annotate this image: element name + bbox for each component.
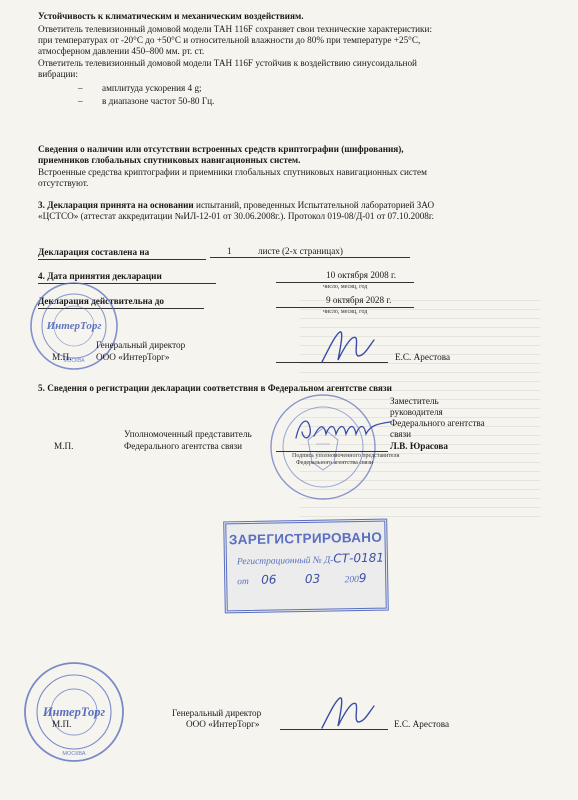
deputy-line-4: связи xyxy=(390,429,412,439)
sig2-title-2: ООО «ИнтерТорг» xyxy=(186,719,260,729)
registration-stamp xyxy=(223,519,389,614)
seal-city-text: МОСКВА xyxy=(62,751,86,757)
sig1-title-1: Генеральный директор xyxy=(96,340,186,350)
climate-p2: при температурах от -20°С до +50°С и относительной влажности до 80% при температуре +25°С, xyxy=(38,35,421,45)
sheets-count: 1 xyxy=(227,246,232,256)
valid-hint: число, месяц, год xyxy=(323,309,368,315)
sig2-title-1: Генеральный директор xyxy=(172,708,262,718)
registration-year-suffix: 9 xyxy=(358,570,367,586)
section3-rest: испытаний, проведенных Испытательной лабораторией ЗАО xyxy=(193,200,435,210)
signature-scribble-2 xyxy=(290,410,400,450)
registration-date-prefix: от xyxy=(237,576,249,588)
rule xyxy=(38,259,206,260)
signature-scribble-1 xyxy=(318,326,378,370)
bullet-dash: – xyxy=(78,96,83,106)
deputy-line-1: Заместитель xyxy=(390,396,439,406)
crypto-p1: Встроенные средства криптографии и приемники глобальных спутниковых навигационных систем xyxy=(38,167,427,177)
crypto-heading-2: приемников глобальных спутниковых навигационных систем. xyxy=(38,155,301,165)
section3-line1 xyxy=(38,200,434,211)
sheets-text: листе (2-х страницах) xyxy=(258,246,343,256)
deputy-line-2: руководителя xyxy=(390,407,443,417)
rule xyxy=(210,257,410,258)
valid-label: Декларация действительна до xyxy=(38,296,165,306)
company-seal-2 xyxy=(22,660,126,764)
date-value: 10 октября 2008 г. xyxy=(326,270,397,280)
registration-year-prefix: 200 xyxy=(344,575,359,586)
signature-line xyxy=(276,451,388,452)
climate-bullet-1: амплитуда ускорения 4 g; xyxy=(102,83,202,93)
section5-heading: 5. Сведения о регистрации декларации соответствия в Федеральном агентстве связи xyxy=(38,383,392,393)
seal-center-text: ИнтерТорг xyxy=(46,320,102,332)
climate-bullet-2: в диапазоне частот 50-80 Гц. xyxy=(102,96,215,106)
rule xyxy=(276,307,414,308)
crypto-p2: отсутствуют. xyxy=(38,178,89,188)
climate-p3: атмосферном давлении 450–800 мм. рт. ст. xyxy=(38,46,205,56)
registration-date-row xyxy=(237,571,385,588)
date-hint: число, месяц, год xyxy=(323,284,368,290)
sig1-mp: М.П. xyxy=(52,352,72,362)
section3-line2: «ЦСТСО» (аттестат аккредитации №ИЛ-12-01 от 30.06.2008г.). Протокол 019-08/Д-01 от 07.10.2008г. xyxy=(38,211,434,221)
signature-scribble-3 xyxy=(318,692,378,736)
agency-hint-1: Подпись уполномоченного представителя xyxy=(292,453,400,459)
rep-line-1: Уполномоченный представитель xyxy=(124,429,252,439)
climate-p4: Ответитель телевизионный домовой модели ТАН 116F устойчив к воздействию синусоидальной xyxy=(38,58,417,68)
crypto-heading-1: Сведения о наличии или отсутствии встроенных средств криптографии (шифрования), xyxy=(38,144,404,154)
seal-city-text: МОСКВА xyxy=(63,358,85,364)
section5-name: Л.В. Юрасова xyxy=(390,441,448,451)
climate-heading: Устойчивость к климатическим и механическим воздействиям. xyxy=(38,11,304,21)
valid-value: 9 октября 2028 г. xyxy=(326,295,392,305)
registration-month: 03 xyxy=(304,571,321,587)
rep-line-2: Федерального агентства связи xyxy=(124,441,243,451)
registration-number-label: Регистрационный № Д- xyxy=(236,555,334,568)
sig1-name: Е.С. Арестова xyxy=(395,352,451,362)
registration-number-value: СТ-0181 xyxy=(333,550,385,566)
section5-mp: М.П. xyxy=(54,441,74,451)
sig2-mp: М.П. xyxy=(52,719,72,729)
deputy-line-3: Федерального агентства xyxy=(390,418,485,428)
agency-hint-2: Федерального агентства связи xyxy=(296,460,374,466)
registration-day: 06 xyxy=(261,572,277,587)
bullet-dash: – xyxy=(78,83,83,93)
sig1-title-2: ООО «ИнтерТорг» xyxy=(96,352,170,362)
seal-center-text: ИнтерТорг xyxy=(42,705,106,719)
date-label: 4. Дата принятия декларации xyxy=(38,271,162,281)
climate-p1: Ответитель телевизионный домовой модели ТАН 116F сохраняет свои технические характеристики: xyxy=(38,24,432,34)
registration-stamp-title: ЗАРЕГИСТРИРОВАНО xyxy=(228,529,383,548)
registration-number-row xyxy=(237,551,385,568)
rule xyxy=(276,282,414,283)
climate-p5: вибрации: xyxy=(38,69,78,79)
sig2-name: Е.С. Арестова xyxy=(394,719,450,729)
section3-lead: 3. Декларация принята на основании xyxy=(38,200,194,210)
composed-label: Декларация составлена на xyxy=(38,247,150,257)
